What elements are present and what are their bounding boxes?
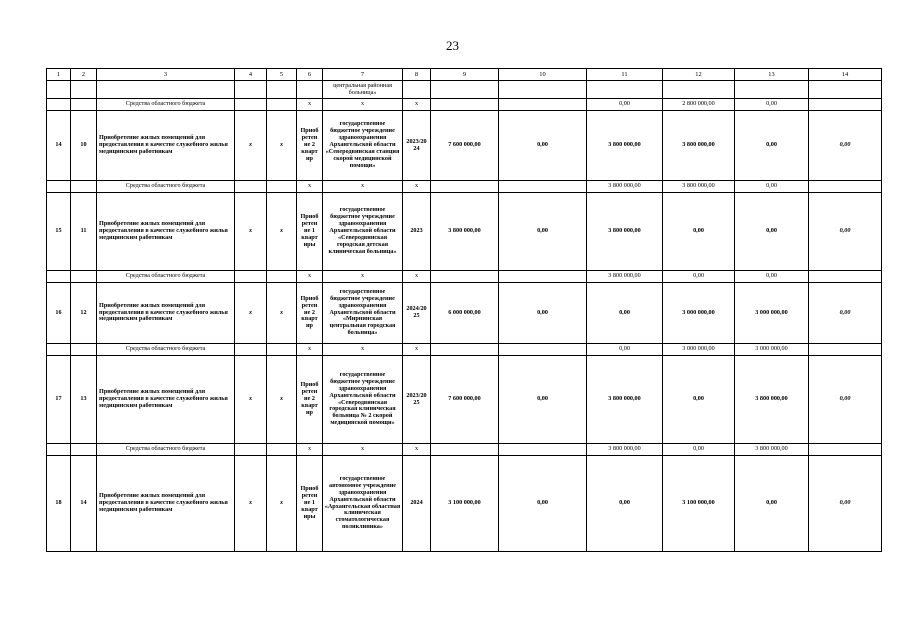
total-amount: 3 100 000,00 bbox=[431, 456, 499, 552]
sub-number: 11 bbox=[71, 193, 97, 271]
x-mark: х bbox=[403, 181, 431, 193]
object-description: Приоб ретен ие 2 кварт ир bbox=[297, 283, 323, 344]
row-number: 16 bbox=[47, 283, 71, 344]
budget-label: Средства областного бюджета bbox=[97, 99, 235, 111]
table-cell bbox=[587, 81, 663, 99]
table-cell bbox=[235, 81, 267, 99]
table-row bbox=[47, 193, 882, 271]
year: 2024 bbox=[403, 456, 431, 552]
budget-value: 3 800 000,00 bbox=[587, 181, 663, 193]
table-cell bbox=[71, 444, 97, 456]
institution-name: государственное бюджетное учреждение здравоохранения Архангельской области «Северодвинская городская клиническая больница № 2 скорой медицинской помощи» bbox=[323, 356, 403, 444]
total-amount: 6 000 000,00 bbox=[431, 283, 499, 344]
x-mark: х bbox=[297, 181, 323, 193]
x-mark: х bbox=[403, 271, 431, 283]
header-cell: 7 bbox=[323, 69, 403, 81]
institution-name: государственное бюджетное учреждение здравоохранения Архангельской области «Северодвинская станция скорой медицинской помощи» bbox=[323, 111, 403, 181]
table-cell bbox=[499, 81, 587, 99]
amount-col-11: 0,00 bbox=[587, 283, 663, 344]
amount-col-10: 0,00 bbox=[499, 356, 587, 444]
table-cell bbox=[809, 81, 882, 99]
x-mark: х bbox=[297, 99, 323, 111]
table-cell bbox=[267, 181, 297, 193]
table-cell bbox=[499, 271, 587, 283]
amount-col-12: 3 000 000,00 bbox=[663, 283, 735, 344]
x-mark: х bbox=[323, 344, 403, 356]
col-4: х bbox=[235, 283, 267, 344]
amount-col-13: 0,00 bbox=[735, 193, 809, 271]
total-amount: 7 600 000,00 bbox=[431, 111, 499, 181]
measure-name: Приобретение жилых помещений для предоставления в качестве служебного жилья медицинским работникам bbox=[97, 356, 235, 444]
amount-col-11: 3 800 000,00 bbox=[587, 111, 663, 181]
x-mark: х bbox=[323, 99, 403, 111]
x-mark: х bbox=[297, 444, 323, 456]
table-cell bbox=[235, 99, 267, 111]
amount-col-10: 0,00 bbox=[499, 111, 587, 181]
amount-col-11: 0,00 bbox=[587, 456, 663, 552]
table-cell bbox=[47, 444, 71, 456]
header-cell: 10 bbox=[499, 69, 587, 81]
year: 2023/20 25 bbox=[403, 356, 431, 444]
budget-value: 3 000 000,00 bbox=[663, 344, 735, 356]
budget-row bbox=[47, 99, 882, 111]
table-cell bbox=[267, 444, 297, 456]
amount-col-10: 0,00 bbox=[499, 193, 587, 271]
header-cell: 14 bbox=[809, 69, 882, 81]
year: 2024/20 25 bbox=[403, 283, 431, 344]
budget-row bbox=[47, 271, 882, 283]
measure-name: Приобретение жилых помещений для предоставления в качестве служебного жилья медицинским работникам bbox=[97, 456, 235, 552]
col-5: х bbox=[267, 111, 297, 181]
amount-col-14: 0,00 bbox=[809, 356, 882, 444]
budget-label: Средства областного бюджета bbox=[97, 344, 235, 356]
amount-col-13: 0,00 bbox=[735, 456, 809, 552]
amount-col-12: 3 800 000,00 bbox=[663, 111, 735, 181]
table-cell bbox=[71, 344, 97, 356]
table-cell bbox=[71, 181, 97, 193]
budget-value: 3 800 000,00 bbox=[587, 444, 663, 456]
amount-col-12: 0,00 bbox=[663, 193, 735, 271]
sub-number: 10 bbox=[71, 111, 97, 181]
budget-value: 3 800 000,00 bbox=[663, 181, 735, 193]
table-cell bbox=[267, 271, 297, 283]
table-cell bbox=[267, 344, 297, 356]
table-cell bbox=[735, 81, 809, 99]
table-cell: центральная районная больница» bbox=[323, 81, 403, 99]
table-cell bbox=[403, 81, 431, 99]
amount-col-12: 3 100 000,00 bbox=[663, 456, 735, 552]
measure-name: Приобретение жилых помещений для предоставления в качестве служебного жилья медицинским работникам bbox=[97, 193, 235, 271]
budget-table bbox=[46, 68, 882, 552]
amount-col-13: 0,00 bbox=[735, 111, 809, 181]
x-mark: х bbox=[403, 99, 431, 111]
header-cell: 6 bbox=[297, 69, 323, 81]
institution-name: государственное автономное учреждение здравоохранения Архангельской области «Архангельская областная клиническая стоматологическая поликлиника» bbox=[323, 456, 403, 552]
continuation-row bbox=[47, 81, 882, 99]
budget-value: 0,00 bbox=[587, 99, 663, 111]
table-cell bbox=[499, 344, 587, 356]
table-row bbox=[47, 456, 882, 552]
x-mark: х bbox=[403, 344, 431, 356]
table-cell bbox=[809, 271, 882, 283]
object-description: Приоб ретен ие 2 кварт ир bbox=[297, 356, 323, 444]
table-cell bbox=[809, 99, 882, 111]
table-cell bbox=[431, 271, 499, 283]
table-cell bbox=[499, 181, 587, 193]
table-cell bbox=[47, 271, 71, 283]
header-cell: 8 bbox=[403, 69, 431, 81]
institution-name: государственное бюджетное учреждение здравоохранения Архангельской области «Мирнинская центральная городская больница» bbox=[323, 283, 403, 344]
year: 2023 bbox=[403, 193, 431, 271]
table-cell bbox=[297, 81, 323, 99]
table-cell bbox=[431, 344, 499, 356]
x-mark: х bbox=[297, 271, 323, 283]
institution-name: государственное бюджетное учреждение здравоохранения Архангельской области «Северодвинская городская детская клиническая больница» bbox=[323, 193, 403, 271]
year: 2023/20 24 bbox=[403, 111, 431, 181]
x-mark: х bbox=[403, 444, 431, 456]
sub-number: 13 bbox=[71, 356, 97, 444]
budget-label: Средства областного бюджета bbox=[97, 181, 235, 193]
budget-value: 0,00 bbox=[735, 181, 809, 193]
table-cell bbox=[235, 344, 267, 356]
budget-value: 3 800 000,00 bbox=[735, 444, 809, 456]
budget-value: 2 800 000,00 bbox=[663, 99, 735, 111]
header-cell: 11 bbox=[587, 69, 663, 81]
budget-value: 0,00 bbox=[663, 271, 735, 283]
sub-number: 14 bbox=[71, 456, 97, 552]
amount-col-13: 3 800 000,00 bbox=[735, 356, 809, 444]
table-cell bbox=[663, 81, 735, 99]
budget-value: 3 000 000,00 bbox=[735, 344, 809, 356]
object-description: Приоб ретен ие 1 кварт иры bbox=[297, 456, 323, 552]
col-4: х bbox=[235, 193, 267, 271]
table-cell bbox=[431, 99, 499, 111]
table-cell bbox=[47, 99, 71, 111]
sub-number: 12 bbox=[71, 283, 97, 344]
table-cell bbox=[267, 99, 297, 111]
table-cell bbox=[97, 81, 235, 99]
header-cell: 9 bbox=[431, 69, 499, 81]
table-row bbox=[47, 111, 882, 181]
object-description: Приоб ретен ие 1 кварт иры bbox=[297, 193, 323, 271]
budget-row bbox=[47, 181, 882, 193]
header-row bbox=[47, 69, 882, 81]
amount-col-14: 0,00 bbox=[809, 456, 882, 552]
table-row bbox=[47, 283, 882, 344]
table-cell bbox=[499, 444, 587, 456]
table-cell bbox=[809, 344, 882, 356]
amount-col-11: 3 800 000,00 bbox=[587, 193, 663, 271]
header-cell: 1 bbox=[47, 69, 71, 81]
header-cell: 2 bbox=[71, 69, 97, 81]
col-5: х bbox=[267, 456, 297, 552]
row-number: 17 bbox=[47, 356, 71, 444]
table-cell bbox=[47, 181, 71, 193]
table-cell bbox=[235, 271, 267, 283]
row-number: 18 bbox=[47, 456, 71, 552]
measure-name: Приобретение жилых помещений для предоставления в качестве служебного жилья медицинским работникам bbox=[97, 111, 235, 181]
col-5: х bbox=[267, 283, 297, 344]
table-cell bbox=[431, 181, 499, 193]
table-cell bbox=[71, 99, 97, 111]
table-cell bbox=[267, 81, 297, 99]
table-cell bbox=[809, 181, 882, 193]
header-cell: 4 bbox=[235, 69, 267, 81]
budget-row bbox=[47, 444, 882, 456]
col-4: х bbox=[235, 456, 267, 552]
amount-col-12: 0,00 bbox=[663, 356, 735, 444]
x-mark: х bbox=[323, 271, 403, 283]
table-cell bbox=[235, 444, 267, 456]
x-mark: х bbox=[323, 181, 403, 193]
budget-value: 0,00 bbox=[663, 444, 735, 456]
table-row bbox=[47, 356, 882, 444]
amount-col-10: 0,00 bbox=[499, 283, 587, 344]
header-cell: 13 bbox=[735, 69, 809, 81]
table-cell bbox=[47, 81, 71, 99]
amount-col-10: 0,00 bbox=[499, 456, 587, 552]
budget-value: 3 800 000,00 bbox=[587, 271, 663, 283]
header-cell: 5 bbox=[267, 69, 297, 81]
table-cell bbox=[431, 81, 499, 99]
col-4: х bbox=[235, 356, 267, 444]
total-amount: 7 600 000,00 bbox=[431, 356, 499, 444]
budget-value: 0,00 bbox=[735, 271, 809, 283]
row-number: 15 bbox=[47, 193, 71, 271]
row-number: 14 bbox=[47, 111, 71, 181]
budget-value: 0,00 bbox=[587, 344, 663, 356]
x-mark: х bbox=[323, 444, 403, 456]
table-cell bbox=[809, 444, 882, 456]
amount-col-11: 3 800 000,00 bbox=[587, 356, 663, 444]
table-cell bbox=[235, 181, 267, 193]
header-cell: 3 bbox=[97, 69, 235, 81]
table-cell bbox=[71, 271, 97, 283]
x-mark: х bbox=[297, 344, 323, 356]
budget-label: Средства областного бюджета bbox=[97, 444, 235, 456]
amount-col-14: 0,00 bbox=[809, 193, 882, 271]
header-cell: 12 bbox=[663, 69, 735, 81]
budget-row bbox=[47, 344, 882, 356]
table-cell bbox=[431, 444, 499, 456]
budget-value: 0,00 bbox=[735, 99, 809, 111]
amount-col-14: 0,00 bbox=[809, 283, 882, 344]
amount-col-13: 3 000 000,00 bbox=[735, 283, 809, 344]
page-number: 23 bbox=[446, 38, 459, 53]
amount-col-14: 0,00 bbox=[809, 111, 882, 181]
object-description: Приоб ретен ие 2 кварт ир bbox=[297, 111, 323, 181]
table-cell bbox=[499, 99, 587, 111]
col-5: х bbox=[267, 193, 297, 271]
col-4: х bbox=[235, 111, 267, 181]
budget-label: Средства областного бюджета bbox=[97, 271, 235, 283]
table-cell bbox=[71, 81, 97, 99]
table-cell bbox=[47, 344, 71, 356]
total-amount: 3 800 000,00 bbox=[431, 193, 499, 271]
col-5: х bbox=[267, 356, 297, 444]
measure-name: Приобретение жилых помещений для предоставления в качестве служебного жилья медицинским работникам bbox=[97, 283, 235, 344]
